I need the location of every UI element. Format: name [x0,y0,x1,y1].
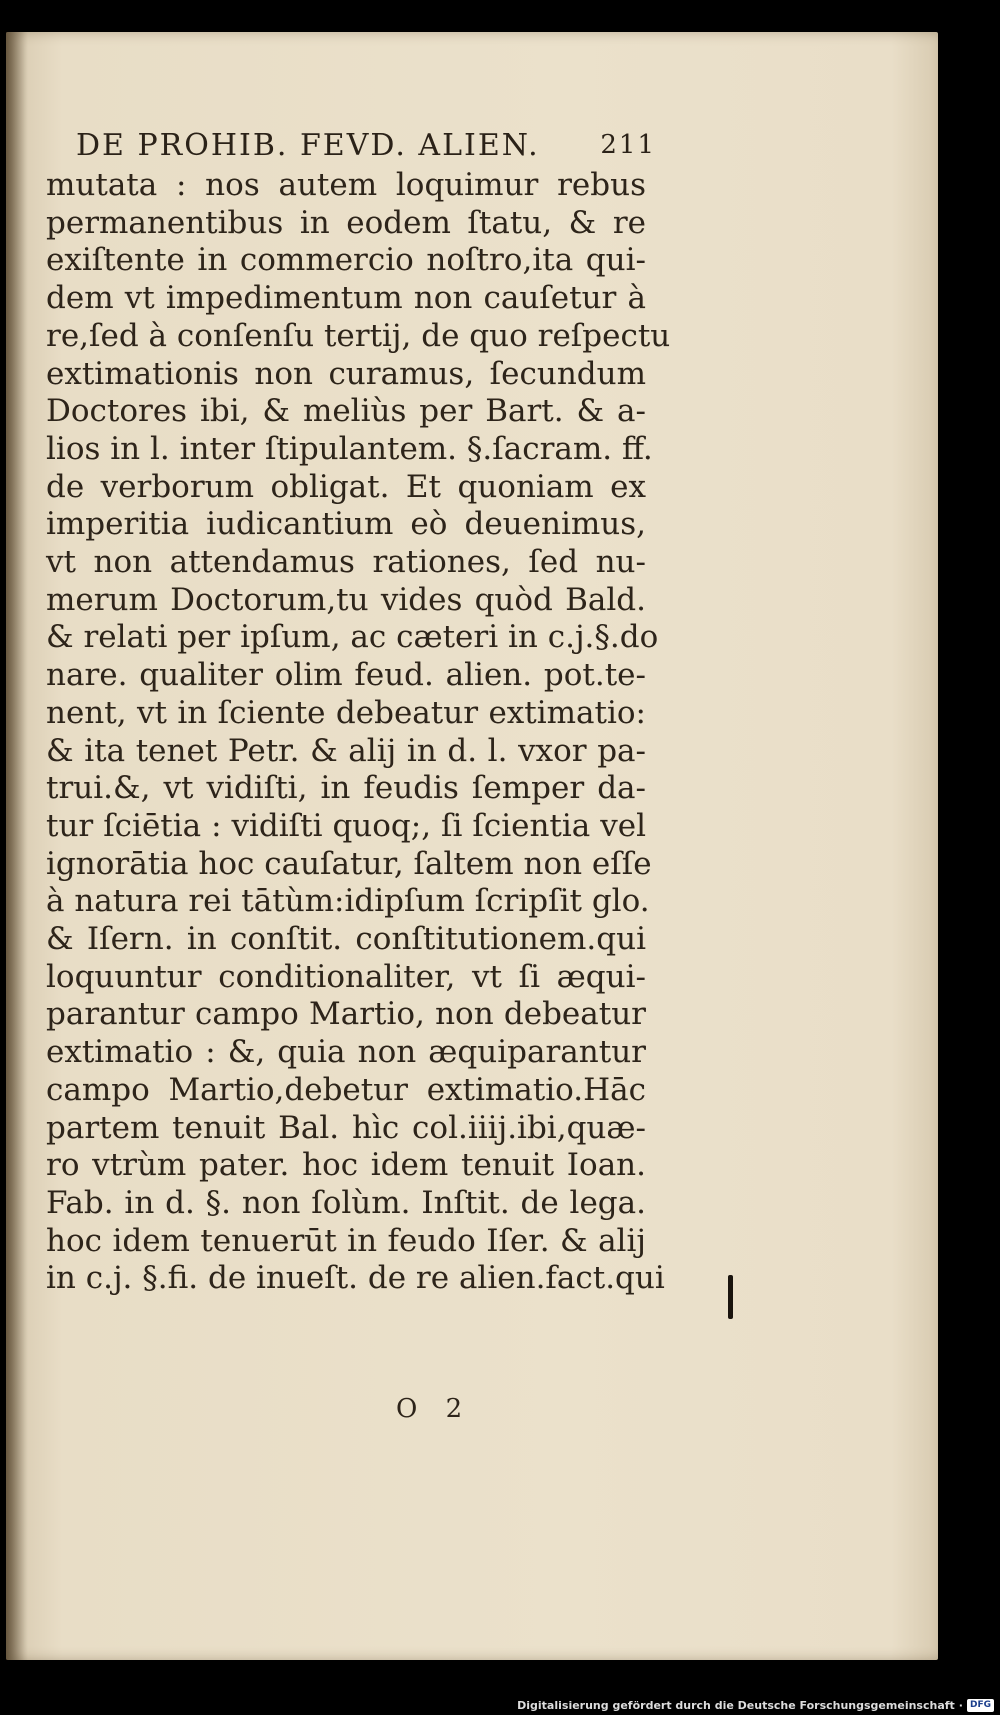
text-line: partem tenuit Bal. hìc col.iiij.ibi,quæ- [46,1109,646,1146]
text-line: exiſtente in commercio noſtro,ita qui- [46,242,646,279]
running-head-title: DE PROHIB. FEVD. ALIEN. [76,128,540,163]
text-line: merum Doctorum,tu vides quòd Bald. [46,581,646,618]
text-line: campo Martio,debetur extimatio.Hāc [46,1071,646,1108]
text-line: ignorātia hoc cauſatur, ſaltem non eſſe [46,845,652,882]
dfg-logo-icon: DFG [967,1699,994,1712]
signature-mark: O 2 [396,1394,473,1424]
text-line: hoc idem tenuerūt in feudo Iſer. & alij [46,1222,646,1259]
running-head [76,122,656,166]
digitization-footer [517,1697,994,1713]
text-line: nent, vt in ſciente debeatur extimatio: [46,694,646,731]
text-line: trui.&, vt vidiſti, in feudis ſemper da- [46,770,646,807]
text-line: & relati per ipſum, ac cæteri in c.j.§.do [46,619,659,656]
text-line: mutata : nos autem loquimur rebus [46,167,646,203]
footer-credit: Digitalisierung gefördert durch die Deutsche Forschungsgemeinschaft [517,1698,955,1712]
text-line: extimationis non curamus, ſecundum [46,355,646,392]
text-line: extimatio : &, quia non æquiparantur [46,1034,646,1071]
text-line: in c.j. §.fi. de inueſt. de re alien.fact.qui [46,1260,665,1297]
book-page [6,32,938,1660]
text-line: re,ſed à conſenſu tertij, de quo reſpectu [46,317,671,354]
text-line: & Iſern. in conſtit. conſtitutionem.qui [46,921,646,958]
text-line: ro vtrùm pater. hoc idem tenuit Ioan. [46,1147,646,1184]
ink-mark [728,1275,733,1319]
text-line: nare. qualiter olim feud. alien. pot.te- [46,657,646,694]
spine-shadow [6,32,28,1660]
text-line: tur ſciētia : vidiſti quoq;, ſi ſcientia vel [46,807,646,844]
text-line: Doctores ibi, & meliùs per Bart. & a- [46,393,646,430]
text-line: & ita tenet Petr. & alij in d. l. vxor pa- [46,732,646,769]
text-line: de verborum obligat. Et quoniam ex [46,468,646,505]
text-line: imperitia iudicantium eò deuenimus, [46,506,646,543]
footer-separator: · [958,1698,963,1712]
text-line: lios in l. inter ſtipulantem. §.ſacram. ff. [46,430,653,467]
text-line: Fab. in d. §. non ſolùm. Inſtit. de lega. [46,1184,646,1221]
text-line: parantur campo Martio, non debeatur [46,996,646,1033]
text-line: vt non attendamus rationes, ſed nu- [46,544,646,581]
text-line: permanentibus in eodem ſtatu, & re [46,204,646,241]
body-text [46,167,671,1298]
text-line: loquuntur conditionaliter, vt ſi æqui- [46,958,646,995]
text-line: dem vt impedimentum non cauſetur à [46,280,646,317]
page-number: 211 [600,130,656,160]
text-line: à natura rei tātùm:idipſum ſcripſit glo. [46,883,650,920]
